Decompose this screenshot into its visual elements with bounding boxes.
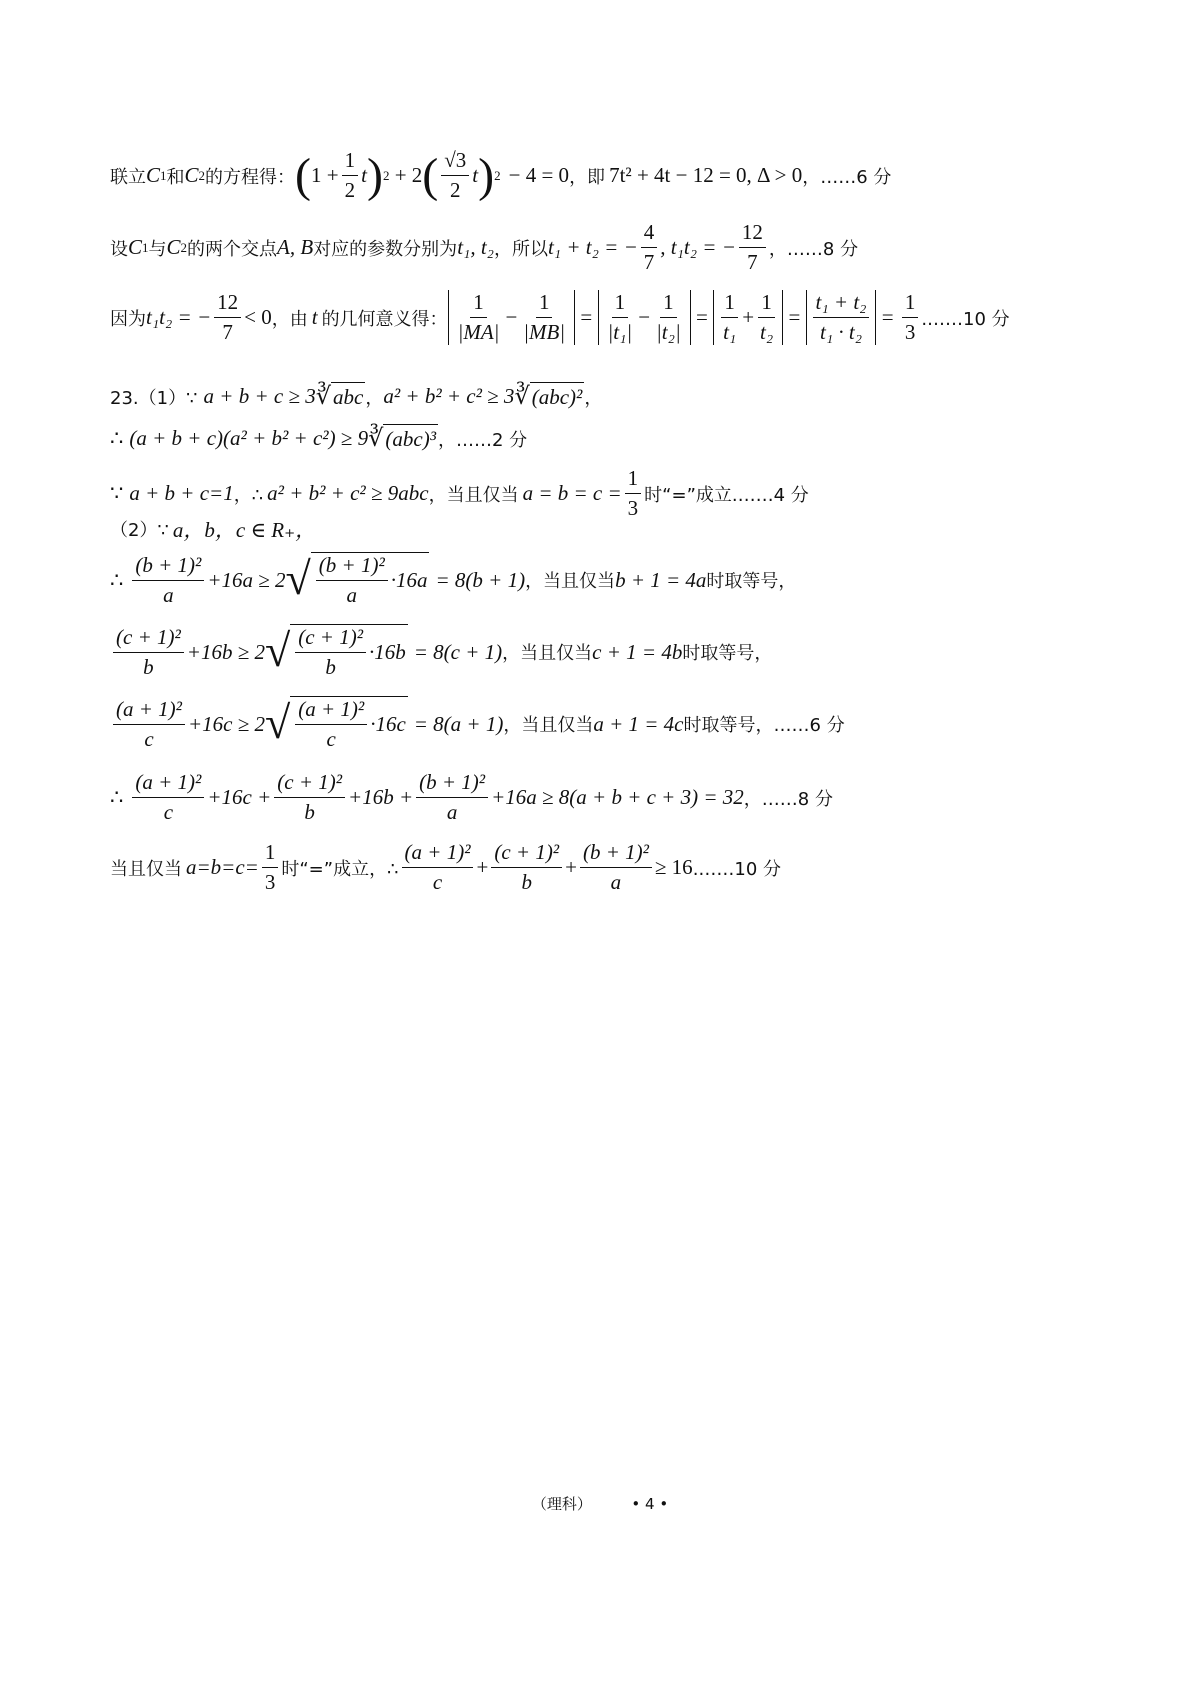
abs-expr-1: $\frac{1}{|MA|}$ − $\frac{1}{|MB|}$ [448, 290, 576, 345]
problem23-part1-line2: ∴ (a + b + c)(a² + b² + c²) ≥ 9 ∛ (abc)³ ，……2 分 [110, 426, 528, 452]
eq-line-geometric: 因为 t₁t₂ = − $\frac{12}{7}$ < 0 ，由 t 的几何意义得： $\frac{1}{|MA|}$ − $\frac{1}{|MB|}$ = $\frac{1}{\text{|t₁|}}$ − $\frac{1}{\text{|t₂|}}$ = $\frac{1}{\text{t₁}}$ + $\frac{1}{\text{t₂}}$ = $\frac{\text{t₁ + t₂}}{\text{t₁ · t₂}}$ = $\frac{1}{3}$ .……10 分 [110, 290, 1010, 344]
amgm-line-3: $\frac{\text{(a + 1)²}}{c}$ +16c ≥ 2 √ $\frac{\text{(a + 1)²}}{c}$ ·16c = 8(a + 1) ，当且仅当 a + 1 = 4c 时取等号，……6 分 [110, 696, 845, 752]
problem23-part1-line3: ∵ a + b + c=1 ，∴ a² + b² + c² ≥ 9abc ，当且仅当 a = b = c = $\frac{1}{3}$ 时“=”成立.……4 分 [110, 466, 809, 520]
sum-line: ∴ $\frac{\text{(a + 1)²}}{c}$ +16c + $\frac{\text{(c + 1)²}}{b}$ +16b + $\frac{\text{(b + 1)²}}{a}$ +16a ≥ 8(a + b + c + 3) = 32 ，……8 分 [110, 770, 833, 824]
conclusion-line: 当且仅当 a=b=c= $\frac{1}{3}$ 时“=”成立，∴ $\frac{\text{(a + 1)²}}{c}$ + $\frac{\text{(c + 1)²}}{b}$ + $\frac{\text{(b + 1)²}}{a}$ ≥ 16 .……10 分 [110, 840, 782, 894]
eq-line-combine: 联立 C 1 和 C 2 的方程得： ( 1 + $\frac{1}{2}$ t ) 2 + 2 ( $\frac{√3}{2}$ t ) 2 − 4 = 0 ，即 7t² + 4t − 12 = 0, Δ > 0 ，……6 分 [110, 148, 892, 202]
footer-subject: （理科） [531, 1495, 592, 1513]
abs-expr-3: $\frac{1}{\text{t₁}}$ + $\frac{1}{\text{t₂}}$ [713, 290, 783, 345]
eq-line-params: 设 C 1 与 C 2 的两个交点 A, B 对应的参数分别为 t₁, t₂ ，所以 t₁ + t₂ = − $\frac{4}{7}$ , t₁t₂ = − $\frac{12}{7}$ ，……8 分 [110, 220, 859, 274]
amgm-line-2: $\frac{\text{(c + 1)²}}{b}$ +16b ≥ 2 √ $\frac{\text{(c + 1)²}}{b}$ ·16b = 8(c + 1) ，当且仅当 c + 1 = 4b 时取等号， [110, 624, 772, 680]
amgm-line-1: ∴ $\frac{\text{(b + 1)²}}{a}$ +16a ≥ 2 √ $\frac{\text{(b + 1)²}}{a}$ ·16a = 8(b + 1) ，当且仅当 b + 1 = 4a 时取等号， [110, 552, 797, 607]
problem23-part1-line1: 23.（1）∵ a + b + c ≥ 3 ∛ abc ， a² + b² + c² ≥ 3 ∛ (abc)² ， [110, 384, 603, 410]
abs-expr-2: $\frac{1}{\text{|t₁|}}$ − $\frac{1}{\text{|t₂|}}$ [598, 290, 691, 345]
page-number: • 4 • [631, 1495, 669, 1513]
paren-expr-1: ( 1 + $\frac{1}{2}$ t ) 2 + 2 ( $\frac{√3}{2}$ t ) 2 [295, 148, 501, 202]
problem23-part2-header: （2）∵ a，b，c ∈ R₊， [110, 518, 317, 542]
abs-expr-4: $\frac{\text{t₁ + t₂}}{\text{t₁ · t₂}}$ [806, 290, 877, 345]
page-footer [0, 1493, 1200, 1514]
